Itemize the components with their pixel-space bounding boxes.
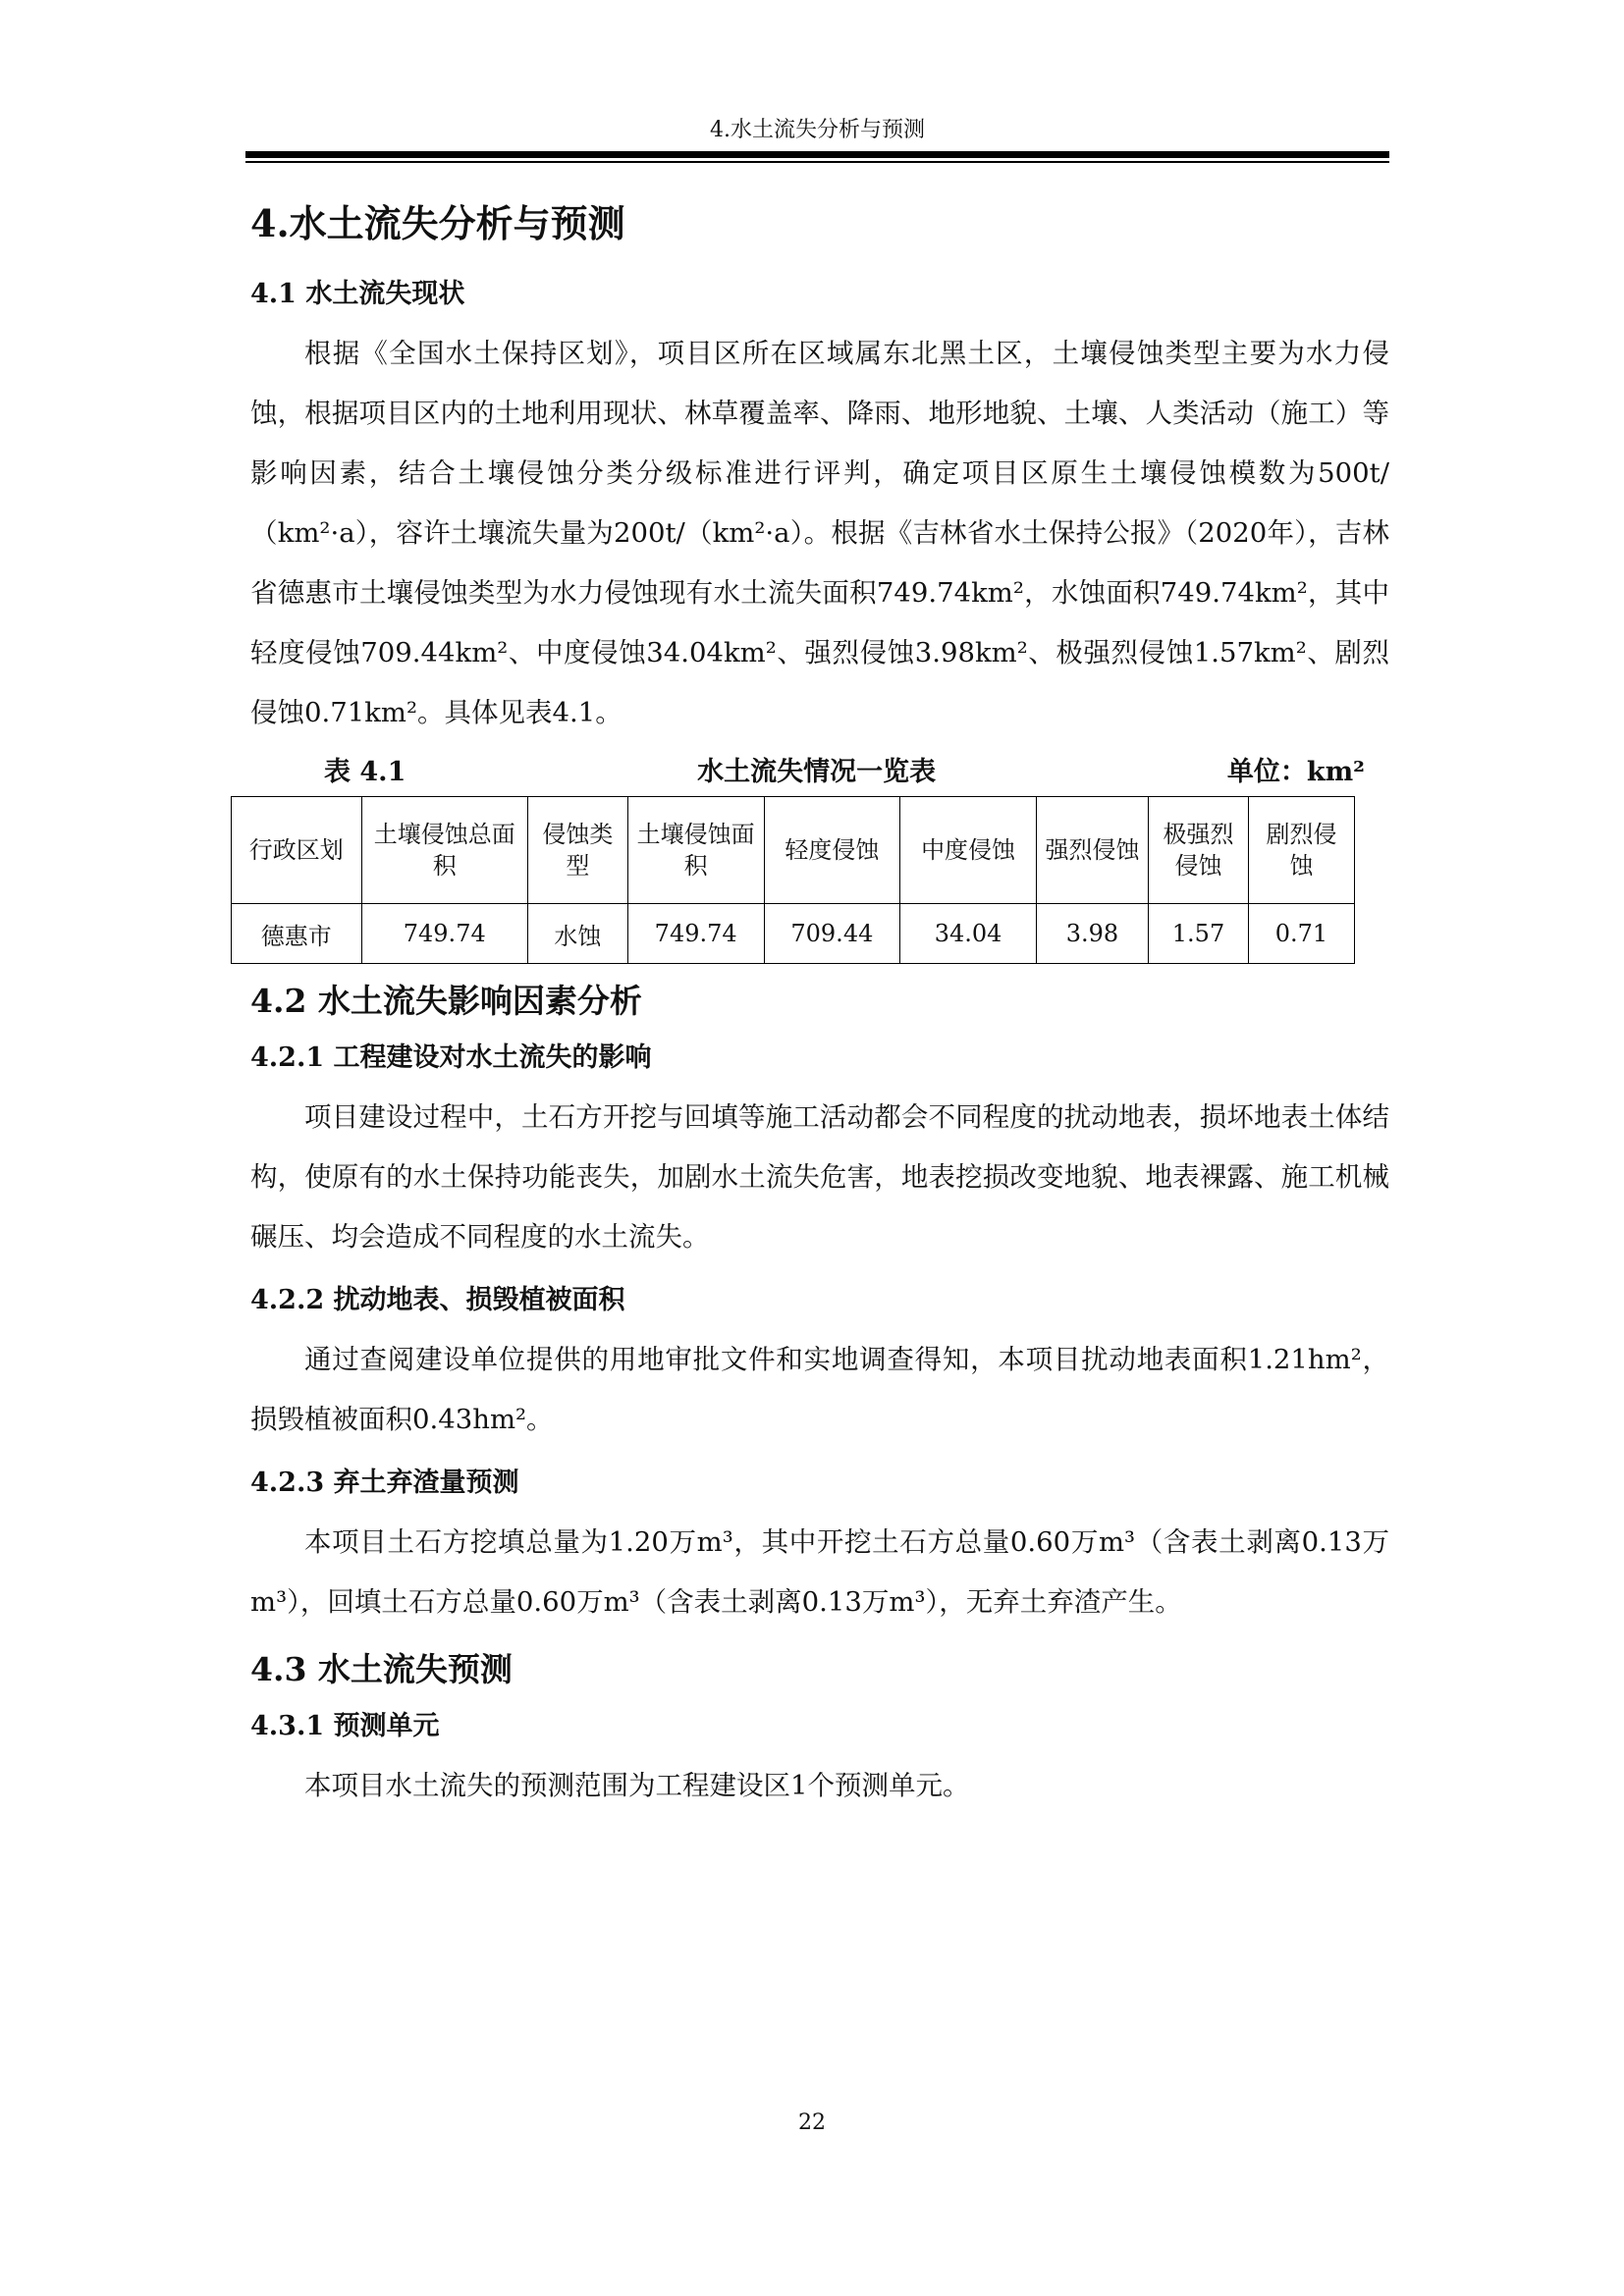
table-title: 水土流失情况一览表: [697, 757, 937, 787]
erosion-table: [231, 796, 1355, 964]
page-number: 22: [798, 2110, 826, 2135]
table-cell: 0.71: [1248, 904, 1354, 964]
header-cell: 行政区划: [232, 797, 362, 904]
section-heading-4-3: 4.3 水土流失预测: [250, 1650, 513, 1688]
header-cell: 强烈侵蚀: [1036, 797, 1148, 904]
section-heading-4-2-3: 4.2.3 弃土弃渣量预测: [250, 1468, 519, 1498]
table-cell: 水蚀: [527, 904, 627, 964]
header-cell: 土壤侵蚀面积: [627, 797, 764, 904]
table-cell: 德惠市: [232, 904, 362, 964]
header-cell: 土壤侵蚀总面积: [361, 797, 527, 904]
table-label: 表 4.1: [324, 757, 406, 787]
table-caption: [250, 755, 1389, 790]
running-header: 4.水土流失分析与预测: [710, 118, 925, 142]
header-rule-thin: [245, 161, 1389, 163]
table-cell: 749.74: [627, 904, 764, 964]
paragraph-4-3-1: 本项目水土流失的预测范围为工程建设区1个预测单元。: [304, 1770, 970, 1801]
paragraph-4-1: 根据《全国水土保持区划》，项目区所在区域属东北黑土区，土壤侵蚀类型主要为水力侵蚀，根据项目区内的土地利用现状、林草覆盖率、降雨、地形地貌、土壤、人类活动（施工）等影响因素，结合土壤侵蚀分类分级标准进行评判，确定项目区原生土壤侵蚀模数为500t/（km²·a），容许土壤流失量为200t/（km²·a）。根据《吉林省水土保持公报》（2020年），吉林省德惠市土壤侵蚀类型为水力侵蚀现有水土流失面积749.74km²，水蚀面积749.74km²，其中轻度侵蚀709.44km²、中度侵蚀34.04km²、强烈侵蚀3.98km²、极强烈侵蚀1.57km²、剧烈侵蚀0.71km²。具体见表4.1。: [250, 338, 1389, 728]
paragraph-4-2-3: 本项目土石方挖填总量为1.20万m³，其中开挖土石方总量0.60万m³（含表土剥离0.13万m³），回填土石方总量0.60万m³（含表土剥离0.13万m³），无弃土弃渣产生。: [250, 1526, 1389, 1618]
header-cell: 极强烈侵蚀: [1149, 797, 1249, 904]
table-cell: 1.57: [1149, 904, 1249, 964]
chapter-title: 4.水土流失分析与预测: [250, 201, 625, 245]
table-cell: 3.98: [1036, 904, 1148, 964]
page-content: [250, 196, 1389, 1816]
section-heading-4-2-2: 4.2.2 扰动地表、损毁植被面积: [250, 1285, 625, 1315]
section-heading-4-2-1: 4.2.1 工程建设对水土流失的影响: [250, 1042, 652, 1073]
table-cell: 34.04: [900, 904, 1037, 964]
paragraph-4-2-1: 项目建设过程中，土石方开挖与回填等施工活动都会不同程度的扰动地表，损坏地表土体结构，使原有的水土保持功能丧失，加剧水土流失危害，地表挖损改变地貌、地表裸露、施工机械碾压、均会造成不同程度的水土流失。: [250, 1101, 1389, 1253]
table-cell: 749.74: [361, 904, 527, 964]
header-rule: [245, 151, 1389, 158]
header-cell: 侵蚀类型: [527, 797, 627, 904]
section-heading-4-2: 4.2 水土流失影响因素分析: [250, 982, 642, 1020]
paragraph-4-2-2: 通过查阅建设单位提供的用地审批文件和实地调查得知，本项目扰动地表面积1.21hm²，损毁植被面积0.43hm²。: [250, 1344, 1389, 1435]
header-cell: 轻度侵蚀: [764, 797, 900, 904]
table-header-row: [232, 797, 1355, 904]
section-heading-4-1: 4.1 水土流失现状: [250, 279, 465, 309]
header-cell: 中度侵蚀: [900, 797, 1037, 904]
table-unit: 单位：km²: [1226, 757, 1365, 787]
header-cell: 剧烈侵蚀: [1248, 797, 1354, 904]
section-heading-4-3-1: 4.3.1 预测单元: [250, 1711, 440, 1741]
table-cell: 709.44: [764, 904, 900, 964]
table-row: [232, 904, 1355, 964]
